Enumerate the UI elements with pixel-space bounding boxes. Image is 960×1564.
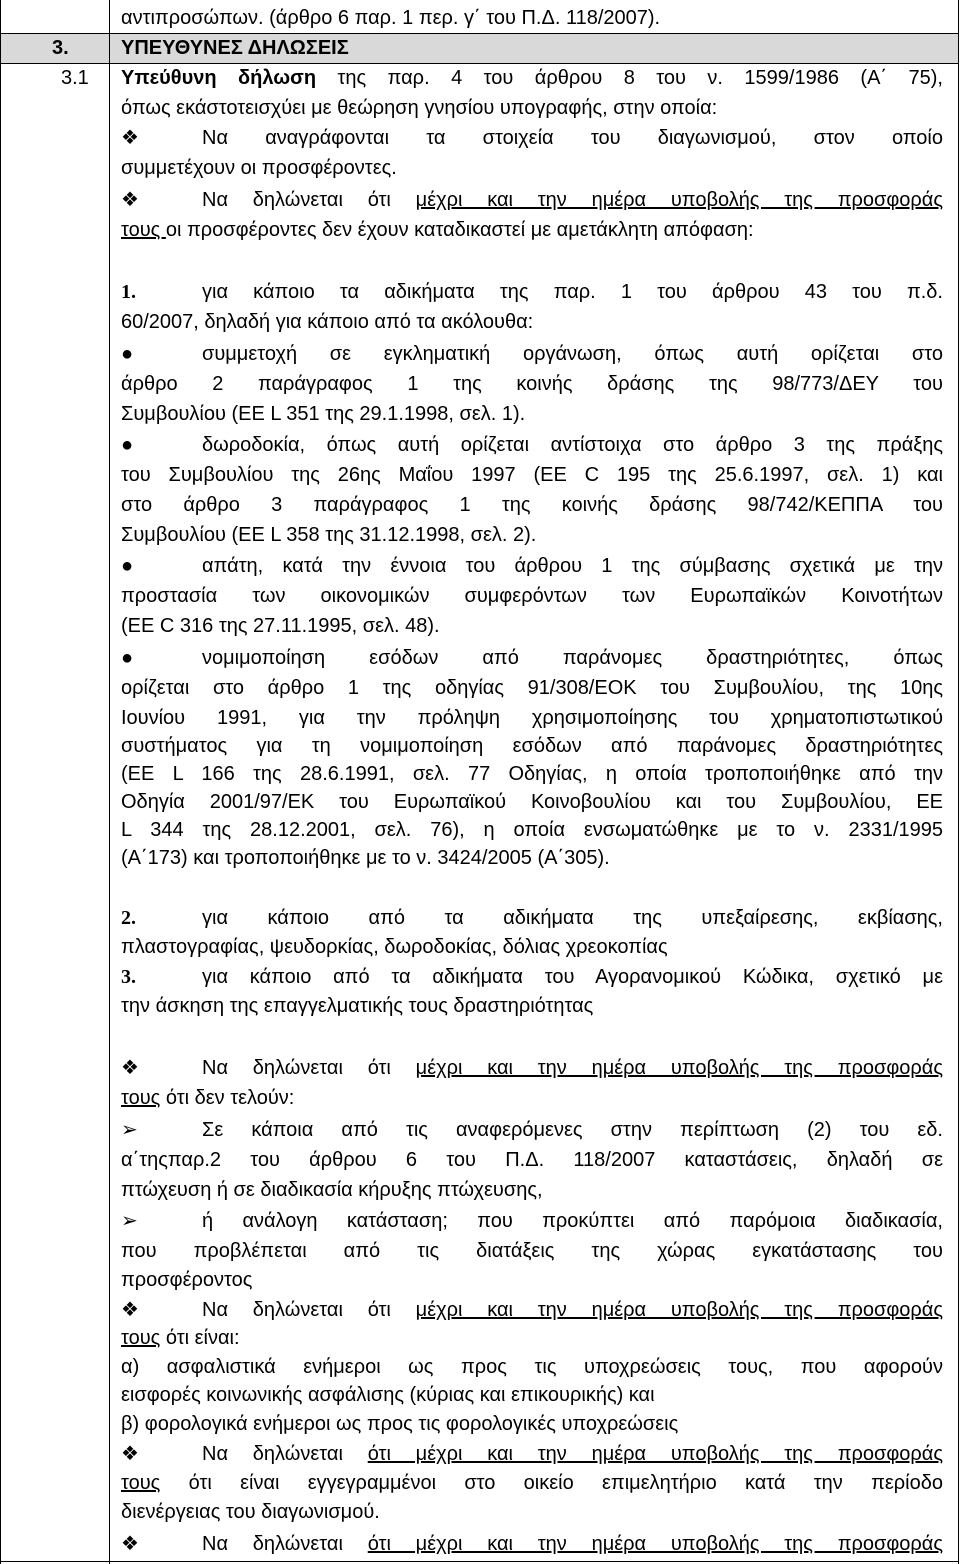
paragraph-line: Οδηγία 2001/97/ΕΚ του Ευρωπαϊκού Κοινοβουλίου και του Συμβουλίου, ΕΕ — [121, 791, 943, 813]
diamond-bullet-icon: ❖ — [121, 189, 139, 211]
text-span: δωροδοκία, όπως αυτή ορίζεται αντίστοιχα στο άρθρο 3 της πράξης — [202, 434, 943, 456]
bullet-item — [121, 123, 943, 153]
paragraph-line: α΄τηςπαρ.2 του άρθρου 6 του Π.Δ. 118/2007 καταστάσεις, δηλαδή σε — [121, 1149, 943, 1171]
paragraph-line: όπως εκάστοτεισχύει με θεώρηση γνησίου υπογραφής, στην οποία: — [121, 97, 718, 119]
text-span: Σε κάποια από τις αναφερόμενες στην περίπτωση (2) του εδ. — [202, 1119, 943, 1141]
paragraph-line: προσφέροντος — [121, 1269, 253, 1291]
section-number: 3. — [52, 37, 69, 59]
bullet-item — [121, 1295, 943, 1325]
text-span: για κάποιο από τα αδικήματα του Αγορανομικού Κώδικα, σχετικό με — [202, 966, 943, 988]
paragraph-line: Συμβουλίου (ΕΕ L 351 της 29.1.1998, σελ. 1). — [121, 403, 526, 425]
bullet-item — [121, 1439, 943, 1469]
paragraph-line: που προβλέπεται από τις διατάξεις της χώρας εγκατάστασης του — [121, 1240, 943, 1262]
underlined-text: ότι μέχρι και την ημέρα υποβολής της προσφοράς — [367, 1533, 943, 1555]
bullet-item — [121, 185, 943, 215]
text-span: νομιμοποίηση εσόδων από παράνομες δραστηριότητες, όπως — [202, 647, 943, 669]
paragraph-line: διενέργειας του διαγωνισμού. — [121, 1501, 380, 1523]
text-span: συμμετοχή σε εγκληματική οργάνωση, όπως αυτή ορίζεται στο — [202, 343, 943, 365]
numbered-item — [121, 277, 943, 307]
underlined-text: τους — [121, 1327, 161, 1349]
dot-bullet-icon: ● — [121, 555, 134, 577]
row-text: αντιπροσώπων. (άρθρο 6 παρ. 1 περ. γ΄ του Π.Δ. 118/2007). — [121, 7, 661, 29]
paragraph-line — [121, 215, 943, 245]
paragraph-line — [121, 63, 943, 93]
table-border-right — [958, 0, 959, 1564]
bullet-item — [121, 551, 943, 581]
text-span: οι προσφέροντες δεν έχουν καταδικαστεί με αμετάκλητη απόφαση: — [165, 219, 754, 241]
paragraph-line: πτώχευση ή σε διαδικασία κήρυξης πτώχευσης, — [121, 1179, 543, 1201]
underlined-text: τους — [121, 1472, 161, 1494]
table-border-bottom — [0, 1561, 959, 1562]
text-span: της παρ. 4 του άρθρου 8 του ν. 1599/1986 (Α΄ 75), — [316, 67, 943, 89]
underlined-text: μέχρι και την ημέρα υποβολής της προσφοράς — [415, 1057, 943, 1079]
dot-bullet-icon: ● — [121, 434, 134, 456]
paragraph-line: συστήματος για τη νομιμοποίηση εσόδων από παράνομες δραστηριότητες — [121, 735, 943, 757]
paragraph-line: Ιουνίου 1991, για την πρόληψη χρησιμοποίησης του χρηματοπιστωτικού — [121, 707, 943, 729]
table-border-left — [0, 0, 1, 1564]
paragraph-line: του Συμβουλίου της 26ης Μαΐου 1997 (ΕΕ C 195 της 25.6.1997, σελ. 1) και — [121, 464, 943, 486]
text-span: Να δηλώνεται ότι — [202, 189, 416, 211]
arrow-bullet-icon: ➢ — [121, 1210, 138, 1232]
underlined-text: ότι μέχρι και την ημέρα υποβολής της προσφοράς — [367, 1443, 943, 1465]
item-number: 1. — [121, 281, 136, 303]
paragraph-line: α) ασφαλιστικά ενήμεροι ως προς τις υποχρεώσεις τους, που αφορούν — [121, 1356, 943, 1378]
diamond-bullet-icon: ❖ — [121, 1299, 139, 1321]
paragraph-line: L 344 της 28.12.2001, σελ. 76), η οποία ενσωματώθηκε με το ν. 2331/1995 — [121, 819, 943, 841]
text-span: για κάποιο από τα αδικήματα της υπεξαίρεσης, εκβίασης, — [202, 907, 943, 929]
table-column-divider — [109, 0, 110, 1564]
text-span: ή ανάλογη κατάσταση; που προκύπτει από παρόμοια διαδικασία, — [202, 1210, 943, 1232]
diamond-bullet-icon: ❖ — [121, 1533, 139, 1555]
dot-bullet-icon: ● — [121, 343, 134, 365]
numbered-item — [121, 903, 943, 933]
paragraph-line: 60/2007, δηλαδή για κάποιο από τα ακόλουθα: — [121, 311, 534, 333]
paragraph-line — [121, 1323, 943, 1353]
arrow-bullet-icon: ➢ — [121, 1119, 138, 1141]
underlined-text: τους — [121, 219, 166, 241]
paragraph-line: ορίζεται στο άρθρο 1 της οδηγίας 91/308/ΕΟΚ του Συμβουλίου, της 10ης — [121, 677, 943, 699]
item-number: 2. — [121, 907, 136, 929]
paragraph-line: πλαστογραφίας, ψευδορκίας, δωροδοκίας, δόλιας χρεοκοπίας — [121, 936, 668, 958]
text-span: ότι είναι: — [160, 1327, 240, 1349]
text-span: απάτη, κατά την έννοια του άρθρου 1 της σύμβασης σχετικά με την — [202, 555, 943, 577]
numbered-item — [121, 962, 943, 992]
bullet-item — [121, 430, 943, 460]
text-span: Να δηλώνεται ότι — [202, 1299, 416, 1321]
arrow-item — [121, 1115, 943, 1145]
section-title: ΥΠΕΥΘΥΝΕΣ ΔΗΛΩΣΕΙΣ — [121, 37, 349, 59]
diamond-bullet-icon: ❖ — [121, 1057, 139, 1079]
diamond-bullet-icon: ❖ — [121, 1443, 139, 1465]
paragraph-line: συμμετέχουν οι προσφέροντες. — [121, 157, 397, 179]
text-span: Να αναγράφονται τα στοιχεία του διαγωνισμού, στον οποίο — [202, 127, 943, 149]
paragraph-line: εισφορές κοινωνικής ασφάλισης (κύριας και επικουρικής) και — [121, 1384, 655, 1406]
bold-term: Υπεύθυνη δήλωση — [121, 67, 317, 89]
arrow-item — [121, 1206, 943, 1236]
paragraph-line: στο άρθρο 3 παράγραφος 1 της κοινής δράσης 98/742/ΚΕΠΠΑ του — [121, 494, 943, 516]
paragraph-line: άρθρο 2 παράγραφος 1 της κοινής δράσης της 98/773/ΔΕΥ του — [121, 373, 943, 395]
paragraph-line: (ΕΕ L 166 της 28.6.1991, σελ. 77 Οδηγίας, η οποία τροποποιήθηκε από την — [121, 763, 943, 785]
text-span: για κάποιο τα αδικήματα της παρ. 1 του άρθρου 43 του π.δ. — [202, 281, 943, 303]
paragraph-line: Συμβουλίου (ΕΕ L 358 της 31.12.1998, σελ. 2). — [121, 524, 537, 546]
bullet-item — [121, 339, 943, 369]
text-span: ότι δεν τελούν: — [160, 1087, 295, 1109]
paragraph-line — [121, 1468, 943, 1498]
paragraph-line — [121, 1083, 943, 1113]
paragraph-line: (ΕΕ C 316 της 27.11.1995, σελ. 48). — [121, 615, 440, 637]
underlined-text: μέχρι και την ημέρα υποβολής της προσφοράς — [415, 1299, 943, 1321]
paragraph-line: (Α΄173) και τροποποιήθηκε με το ν. 3424/2005 (Α΄305). — [121, 847, 610, 869]
dot-bullet-icon: ● — [121, 647, 134, 669]
diamond-bullet-icon: ❖ — [121, 127, 139, 149]
subsection-number: 3.1 — [61, 67, 89, 89]
underlined-text: μέχρι και την ημέρα υποβολής της προσφοράς — [415, 189, 943, 211]
bullet-item — [121, 1529, 943, 1559]
paragraph-line: προστασία των οικονομικών συμφερόντων των Ευρωπαϊκών Κοινοτήτων — [121, 585, 943, 607]
paragraph-line: β) φορολογικά ενήμεροι ως προς τις φορολογικές υποχρεώσεις — [121, 1413, 679, 1435]
text-span: ότι είναι εγγεγραμμένοι στο οικείο επιμελητήριο κατά την περίοδο — [160, 1472, 943, 1494]
text-span: Να δηλώνεται — [202, 1443, 368, 1465]
text-span: Να δηλώνεται ότι — [202, 1057, 416, 1079]
paragraph-line: την άσκηση της επαγγελματικής τους δραστηριότητας — [121, 995, 594, 1017]
bullet-item — [121, 643, 943, 673]
underlined-text: τους — [121, 1087, 161, 1109]
bullet-item — [121, 1053, 943, 1083]
text-span: Να δηλώνεται — [202, 1533, 368, 1555]
item-number: 3. — [121, 966, 136, 988]
